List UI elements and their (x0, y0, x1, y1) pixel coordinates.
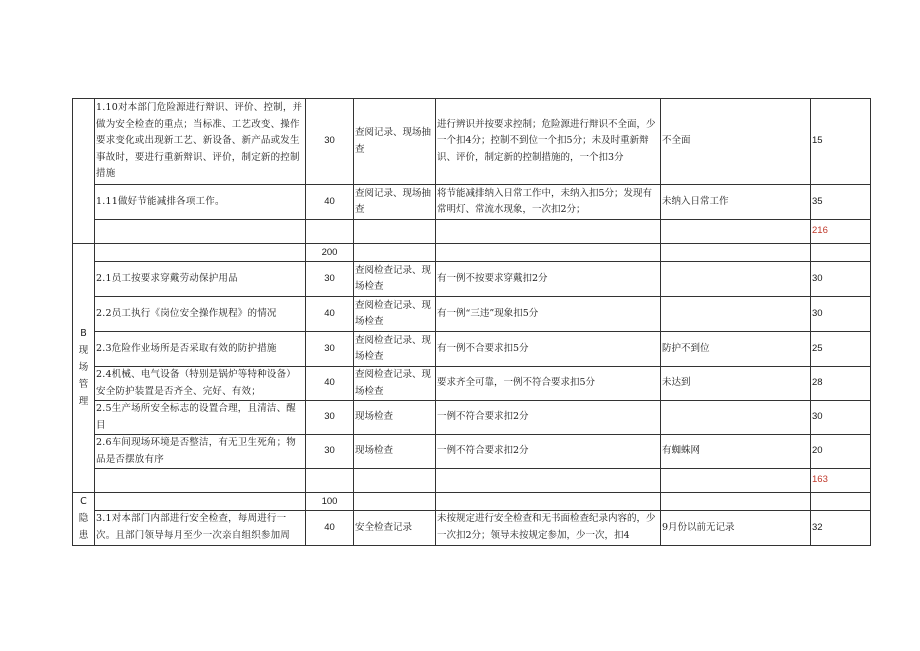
found-issue: 有蜘蛛网 (661, 435, 811, 469)
standard-score: 40 (306, 511, 354, 545)
actual-score: 25 (811, 332, 871, 367)
item-text: 3.1对本部门内部进行安全检查，每周进行一次。且部门领导每月至少一次亲自组织参加周 (95, 511, 306, 545)
inspection-table-page (72, 98, 871, 546)
section-header-row (73, 244, 871, 262)
actual-score: 30 (811, 401, 871, 435)
check-method: 查阅记录、现场抽查 (354, 99, 436, 185)
item-text: 2.5生产场所安全标志的设置合理，且清洁、醒目 (95, 401, 306, 435)
section-total-score: 100 (306, 493, 354, 511)
category-label: C隐患 (78, 496, 89, 541)
standard-score: 30 (306, 435, 354, 469)
subtotal-row (73, 220, 871, 244)
check-method: 安全检查记录 (354, 511, 436, 545)
table-row (73, 401, 871, 435)
check-method: 现场检查 (354, 435, 436, 469)
item-text: 2.4机械、电气设备（特别是锅炉等特种设备）安全防护装置是否齐全、完好、有效； (95, 367, 306, 401)
subtotal-row (73, 469, 871, 493)
found-issue (661, 262, 811, 297)
table-row (73, 332, 871, 367)
table-row (73, 99, 871, 185)
item-text: 2.1员工按要求穿戴劳动保护用品 (95, 262, 306, 297)
scoring-standard: 将节能减排纳入日常工作中，未纳入扣5分；发现有常明灯、常流水现象，一次扣2分； (436, 185, 661, 220)
actual-score: 30 (811, 262, 871, 297)
found-issue: 防护不到位 (661, 332, 811, 367)
check-method: 现场检查 (354, 401, 436, 435)
table-row (73, 297, 871, 332)
scoring-standard: 有一例“三违”现象扣5分 (436, 297, 661, 332)
scoring-standard: 有一例不按要求穿戴扣2分 (436, 262, 661, 297)
item-text: 2.3危险作业场所是否采取有效的防护措施 (95, 332, 306, 367)
category-cell-a (73, 99, 95, 244)
table-row (73, 367, 871, 401)
scoring-standard: 一例不符合要求扣2分 (436, 401, 661, 435)
scoring-standard: 未按规定进行安全检查和无书面检查纪录内容的，少一次扣2分；领导未按规定参加，少一次，扣4 (436, 511, 661, 545)
item-text: 2.2员工执行《岗位安全操作规程》的情况 (95, 297, 306, 332)
found-issue: 未达到 (661, 367, 811, 401)
check-method: 查阅检查记录、现场检查 (354, 332, 436, 367)
section-total-score: 200 (306, 244, 354, 262)
actual-score: 20 (811, 435, 871, 469)
scoring-standard: 要求齐全可靠，一例不符合要求扣5分 (436, 367, 661, 401)
scoring-standard: 进行辨识并按要求控制；危险源进行辩识不全面，少一个扣4分；控制不到位一个扣5分；未及时重新辩识、评价，制定新的控制措施的，一个扣3分 (436, 99, 661, 185)
standard-score: 30 (306, 99, 354, 185)
standard-score: 40 (306, 297, 354, 332)
found-issue (661, 401, 811, 435)
scoring-standard: 一例不符合要求扣2分 (436, 435, 661, 469)
standard-score: 30 (306, 262, 354, 297)
actual-score: 28 (811, 367, 871, 401)
item-text: 1.11做好节能减排各项工作。 (95, 185, 306, 220)
found-issue: 不全面 (661, 99, 811, 185)
table-row (73, 185, 871, 220)
standard-score: 30 (306, 401, 354, 435)
standard-score: 40 (306, 367, 354, 401)
category-cell-c (73, 493, 95, 546)
table-row (73, 262, 871, 297)
actual-score: 15 (811, 99, 871, 185)
check-method: 查阅记录、现场抽查 (354, 185, 436, 220)
scoring-standard: 有一例不合要求扣5分 (436, 332, 661, 367)
actual-score: 32 (811, 511, 871, 545)
table-row (73, 435, 871, 469)
category-cell-b (73, 244, 95, 493)
found-issue: 未纳入日常工作 (661, 185, 811, 220)
actual-score: 35 (811, 185, 871, 220)
found-issue (661, 297, 811, 332)
check-method: 查阅检查记录、现场检查 (354, 297, 436, 332)
check-method: 查阅检查记录、现场检查 (354, 262, 436, 297)
category-label: B现场管理 (78, 328, 89, 408)
standard-score: 30 (306, 332, 354, 367)
actual-score: 30 (811, 297, 871, 332)
subtotal-value: 216 (811, 220, 871, 244)
item-text: 2.6车间现场环境是否整洁，有无卫生死角；物品是否摆放有序 (95, 435, 306, 469)
check-method: 查阅检查记录、现场检查 (354, 367, 436, 401)
section-header-row (73, 493, 871, 511)
found-issue: 9月份以前无记录 (661, 511, 811, 545)
standard-score: 40 (306, 185, 354, 220)
table-row (73, 511, 871, 545)
item-text: 1.10对本部门危险源进行辩识、评价、控制，并做为安全检查的重点；当标准、工艺改变、操作要求变化或出现新工艺、新设备、新产品或发生事故时，要进行重新辩识、评价，制定新的控制措施 (95, 99, 306, 185)
subtotal-value: 163 (811, 469, 871, 493)
safety-inspection-table (72, 98, 871, 546)
